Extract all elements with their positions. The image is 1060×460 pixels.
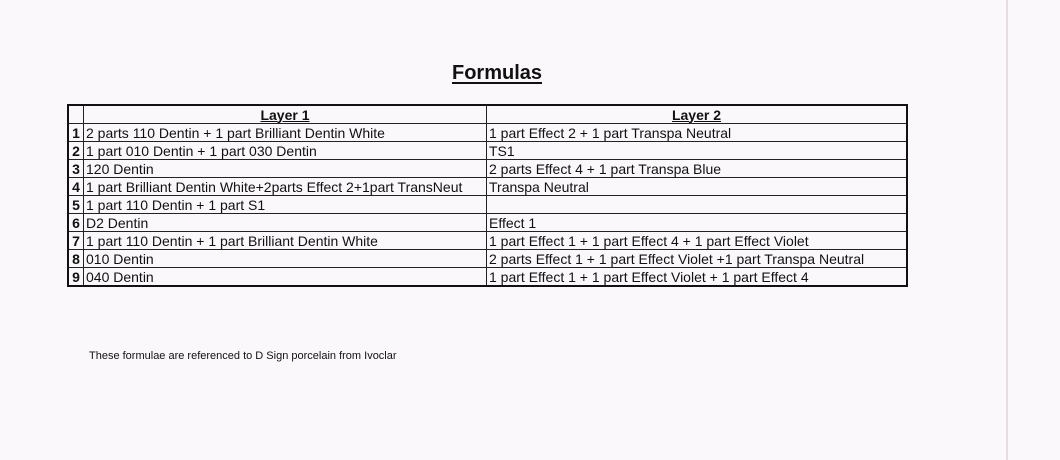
layer1-cell: 1 part 010 Dentin + 1 part 030 Dentin — [84, 142, 487, 160]
row-number: 9 — [68, 268, 84, 287]
page-edge-shadow — [1006, 0, 1008, 460]
layer1-cell: 2 parts 110 Dentin + 1 part Brilliant Dentin White — [84, 124, 487, 142]
row-number: 2 — [68, 142, 84, 160]
footnote: These formulae are referenced to D Sign porcelain from Ivoclar — [89, 350, 397, 362]
layer1-cell: D2 Dentin — [84, 214, 487, 232]
table-row — [68, 250, 907, 268]
table-row — [68, 232, 907, 250]
layer1-cell: 120 Dentin — [84, 160, 487, 178]
row-number: 7 — [68, 232, 84, 250]
row-number: 1 — [68, 124, 84, 142]
table-row — [68, 178, 907, 196]
table-row — [68, 196, 907, 214]
formulas-table — [67, 104, 908, 287]
layer2-cell: TS1 — [487, 142, 908, 160]
table-row — [68, 268, 907, 287]
row-number: 4 — [68, 178, 84, 196]
layer1-cell: 010 Dentin — [84, 250, 487, 268]
table-header-row — [68, 105, 907, 124]
layer2-cell: 1 part Effect 1 + 1 part Effect 4 + 1 part Effect Violet — [487, 232, 908, 250]
layer1-cell: 1 part Brilliant Dentin White+2parts Effect 2+1part TransNeut — [84, 178, 487, 196]
row-number: 3 — [68, 160, 84, 178]
row-number: 5 — [68, 196, 84, 214]
table-row — [68, 160, 907, 178]
layer2-cell: 2 parts Effect 4 + 1 part Transpa Blue — [487, 160, 908, 178]
table-row — [68, 124, 907, 142]
layer1-header: Layer 1 — [84, 105, 487, 124]
layer2-header: Layer 2 — [487, 105, 908, 124]
row-number: 6 — [68, 214, 84, 232]
layer1-cell: 040 Dentin — [84, 268, 487, 287]
layer2-cell: 1 part Effect 2 + 1 part Transpa Neutral — [487, 124, 908, 142]
layer1-cell: 1 part 110 Dentin + 1 part S1 — [84, 196, 487, 214]
table-row — [68, 214, 907, 232]
layer2-cell: Effect 1 — [487, 214, 908, 232]
layer1-cell: 1 part 110 Dentin + 1 part Brilliant Dentin White — [84, 232, 487, 250]
row-number-header — [68, 105, 84, 124]
layer2-cell — [487, 196, 908, 214]
page-title: Formulas — [451, 62, 543, 84]
layer2-cell: Transpa Neutral — [487, 178, 908, 196]
row-number: 8 — [68, 250, 84, 268]
layer2-cell: 2 parts Effect 1 + 1 part Effect Violet +1 part Transpa Neutral — [487, 250, 908, 268]
layer2-cell: 1 part Effect 1 + 1 part Effect Violet + 1 part Effect 4 — [487, 268, 908, 287]
table-row — [68, 142, 907, 160]
